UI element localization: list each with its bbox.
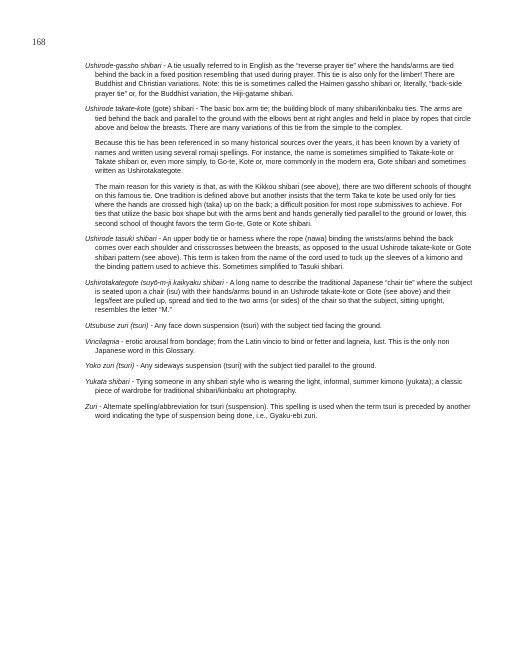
glossary-entry — [85, 279, 473, 316]
glossary-definition: - Any face down suspension (tsuri) with the subject tied facing the ground. — [148, 321, 382, 330]
glossary-definition: - Any sideways suspension (tsuri) with the subject tied parallel to the ground. — [134, 362, 377, 371]
page-number: 168 — [32, 37, 46, 47]
glossary-definition: - A tie usually referred to in English as the “reverse prayer tie” where the hands/arms are tied behind the back in a fixed position resembling that used during prayer. This tie is also only for the limber! There are Buddhist and Christian variations. Note: this tie is sometimes called the Haimen gassho shibari or, literally, “back-side prayer tie” or, for the Buddhist variation, the Hiji-gatame shibari. — [95, 62, 462, 98]
glossary-term: Zuri — [85, 403, 98, 412]
glossary-term: Yoko zuri (tsuri) — [85, 362, 135, 371]
glossary-term: Ushirode takate-kote — [85, 105, 151, 114]
glossary-entry — [85, 378, 473, 396]
glossary-entry — [85, 62, 473, 99]
glossary-entry — [85, 235, 473, 272]
glossary-definition: - erotic arousal from bondage; from the Latin vincio to bind or fetter and lagneia, lust. This is the only non Japanese word in this Glossary. — [95, 337, 450, 355]
glossary-definition: - A long name to describe the traditional Japanese “chair tie” where the subject is seated upon a chair (isu) with their hands/arms bound in an Ushirode takate-kote or Gote (see above) and their legs/feet are pulled up, spread and tied to the two arms (or sides) of the chair so that the subject, sitting upright, resembles the letter “M.” — [95, 278, 473, 315]
glossary-entry — [85, 403, 473, 421]
glossary-term: Ushirode-gassho shibari — [85, 62, 162, 70]
glossary-definition: - Tying someone in any shibari style who is wearing the light, informal, summer kimono (yukata); a classic piece of wardrobe for traditional shibari/kinbaku art photography. — [95, 378, 463, 396]
glossary-definition: (gote) shibari - The basic box arm tie; the building block of many shibari/kinbaku ties. The arms are tied behind the back and parallel to the ground with the elbows bent at right angles and held in place by ropes that circle above and below the breasts. There are many variations of this tie from the simple to the complex. — [95, 105, 471, 132]
glossary-term: Yukata shibari — [85, 378, 130, 387]
glossary-term: Ushirode tasuki shibari — [85, 235, 157, 244]
glossary-term: Utsubuse zuri (tsuri) — [85, 321, 149, 330]
glossary-entry — [85, 105, 473, 133]
glossary-term: Ushirotakategote Isuyō-m-ji kaikyaku shibari — [85, 278, 224, 287]
glossary-definition: - An upper body tie or harness where the rope (nawa) binding the wrists/arms behind the back comes over each shoulder and crisscrosses between the breasts, as opposed to the usual Ushirode takate-kote or Gote shibari pattern (see above). This term is taken from the name of the cord used to tuck up the sleeves of a kimono and the binding pattern used to achieve this. Sometimes simplified to Tasuki shibari. — [95, 235, 472, 271]
glossary-entry — [85, 362, 473, 371]
glossary-definition: - Alternate spelling/abbreviation for tsuri (suspension). This spelling is used when the term tsuri is preceded by another word indicating the type of suspension being done, i.e., Gyaku-ebi zuri. — [95, 403, 471, 421]
glossary-content — [85, 62, 473, 428]
paragraph-text: The main reason for this variety is that, as with the Kikkou shibari (see above), there are two different schools of thought on this famous tie. One tradition is defined above but another insists that the term Taka te kote be used only for ties where the hands are crossed high (taka) up on the back; a difficult position for most rope submissives to achieve. For ties that utilize the basic box shape but with the arms bent and hands generally tied parallel to the ground or lower, this second school of thought favors the term Go-te, Gote or Kote shibari. — [95, 182, 472, 228]
paragraph-text: Because this tie has been referenced in so many historical sources over the years, it has been known by a variety of names and written using several romaji spellings. For instance, the name is sometimes simplified to Takate-kote or Takate shibari or, even more simply, to Go-te, Kote or, more commonly in the modern era, Gote shibari and sometimes written as Ushirotakategote. — [95, 139, 466, 176]
glossary-paragraph — [95, 139, 473, 176]
glossary-entry — [85, 338, 473, 356]
glossary-term: Vincilagnia — [85, 337, 120, 346]
glossary-paragraph — [95, 183, 473, 229]
glossary-entry — [85, 322, 473, 331]
